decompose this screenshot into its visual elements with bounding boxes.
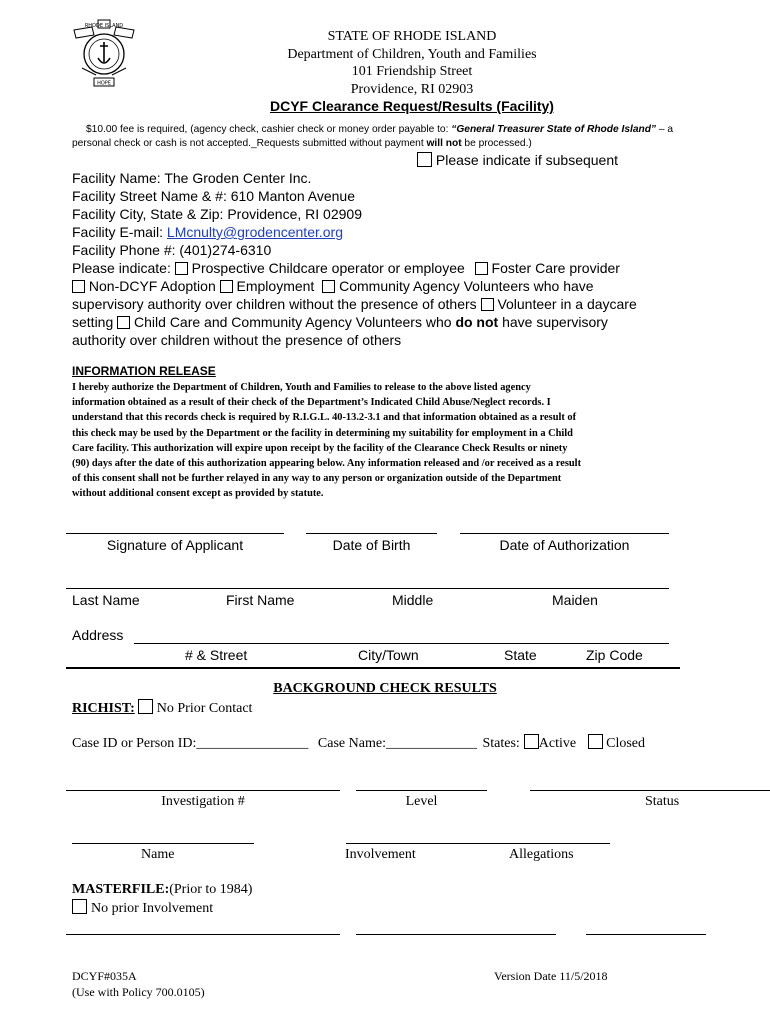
level-label: Level: [405, 794, 438, 809]
department-name: Department of Children, Youth and Families: [287, 46, 537, 62]
dob-label: Date of Birth: [332, 537, 411, 553]
state-name: STATE OF RHODE ISLAND: [327, 29, 497, 44]
payee: “General Treasurer State of Rhode Island”: [451, 124, 657, 135]
results-heading: BACKGROUND CHECK RESULTS: [273, 681, 497, 696]
facility-name: Facility Name: The Groden Center Inc.: [72, 170, 312, 186]
policy-reference: (Use with Policy 700.0105): [72, 985, 205, 999]
status-line[interactable]: [530, 790, 770, 791]
zip-label: Zip Code: [586, 647, 643, 663]
prospective-checkbox[interactable]: [175, 262, 188, 275]
dob-line[interactable]: [306, 533, 437, 534]
form-title: DCYF Clearance Request/Results (Facility): [270, 98, 554, 114]
name-result-label: Name: [141, 847, 175, 862]
foster-checkbox[interactable]: [475, 262, 488, 275]
subsequent-checkbox[interactable]: [417, 152, 432, 167]
masterfile-label: MASTERFILE:: [72, 882, 170, 897]
case-name-field[interactable]: Case Name:_____________: [317, 736, 477, 751]
facility-email-row: Facility E-mail: LMcnulty@grodencenter.org: [72, 224, 343, 240]
childcare-community-checkbox[interactable]: [117, 316, 130, 329]
no-prior-contact-checkbox[interactable]: [138, 699, 153, 714]
richist-row: RICHIST: No Prior Contact: [72, 701, 253, 716]
facility-info: [72, 169, 362, 259]
daycare-volunteer-checkbox[interactable]: [481, 298, 494, 311]
city-label: City/Town: [358, 647, 419, 663]
indicate-section: Please indicate: Prospective Childcare operator or employee Foster Care provider Non-DCYF Adoption Employment Community Agency Volunteers who have supervisory authority over children without the presence of others Volunteer in a daycare setting Child Care and Community Agency Volunteers who do not have supervisory authority over children without the presence of others: [72, 260, 637, 348]
masterfile-section: MASTERFILE:(Prior to 1984) No prior Involvement: [72, 882, 253, 916]
case-row: Case ID or Person ID:________________ Case Name:_____________ States: Active Closed: [72, 736, 646, 751]
level-line[interactable]: [356, 790, 487, 791]
facility-email-link[interactable]: LMcnulty@grodencenter.org: [166, 224, 343, 240]
form-number: DCYF#035A: [72, 969, 137, 983]
richist-label: RICHIST:: [72, 701, 135, 716]
state-label: State: [504, 647, 537, 663]
street-label: # & Street: [185, 647, 248, 663]
section-divider: [66, 667, 680, 669]
date-authorization-line[interactable]: [460, 533, 669, 534]
subsequent-option: [417, 152, 618, 168]
date-authorization-label: Date of Authorization: [499, 537, 630, 553]
facility-city: Facility City, State & Zip: Providence, RI 02909: [72, 206, 362, 222]
facility-street: Facility Street Name & #: 610 Manton Avenue: [72, 188, 356, 204]
middle-label: Middle: [392, 592, 434, 608]
investigation-line[interactable]: [66, 790, 340, 791]
department-street: 101 Friendship Street: [351, 64, 473, 79]
case-id-field[interactable]: Case ID or Person ID:________________: [72, 736, 309, 751]
investigation-label: Investigation #: [161, 794, 245, 809]
letterhead: [200, 28, 624, 98]
department-city: Providence, RI 02903: [350, 81, 474, 97]
version-date: Version Date 11/5/2018: [494, 969, 608, 983]
release-heading: INFORMATION RELEASE: [72, 364, 216, 378]
active-checkbox[interactable]: [524, 734, 539, 749]
name-line[interactable]: [66, 588, 669, 589]
last-name-label: Last Name: [72, 592, 140, 608]
first-name-label: First Name: [226, 592, 295, 608]
involvement-line[interactable]: [346, 843, 610, 844]
signature-label: Signature of Applicant: [106, 537, 244, 553]
subsequent-label: Please indicate if subsequent: [435, 152, 619, 168]
masterfile-line-2[interactable]: [356, 934, 556, 935]
employment-checkbox[interactable]: [220, 280, 233, 293]
state-seal: [68, 18, 140, 90]
footer-left: [72, 968, 205, 1000]
nondcyf-adoption-checkbox[interactable]: [72, 280, 85, 293]
address-line[interactable]: [134, 643, 669, 644]
name-result-line[interactable]: [72, 843, 254, 844]
no-prior-involvement-checkbox[interactable]: [72, 899, 87, 914]
maiden-label: Maiden: [552, 592, 598, 608]
allegations-label: Allegations: [509, 847, 574, 862]
fee-notice: $10.00 fee is required, (agency check, cashier check or money order payable to: “General Treasurer State of Rhode Island” – a personal check or cash is not accepted._Requests submitted without payment will not be processed.): [72, 124, 674, 149]
facility-phone: Facility Phone #: (401)274-6310: [72, 242, 272, 258]
signature-line[interactable]: [66, 533, 284, 534]
svg-text:HOPE: HOPE: [97, 80, 111, 87]
masterfile-line-3[interactable]: [586, 934, 706, 935]
closed-checkbox[interactable]: [588, 734, 603, 749]
svg-text:RHODE ISLAND: RHODE ISLAND: [84, 23, 124, 29]
address-label: Address: [72, 627, 124, 643]
community-volunteer-checkbox[interactable]: [322, 280, 335, 293]
status-label: Status: [645, 794, 680, 809]
release-text: I hereby authorize the Department of Children, Youth and Families to release to the above listed agency information obtained as a result of their check of the Department’s Indicated Child Abuse/Neglect records. I understand that this records check is required by R.I.G.L. 40-13.2-3.1 and that information obtained as a result of this check may be used by the Department or the facility in determining my suitability for employment in a Child Care facility. This authorization will expire upon receipt by the facility of the Clearance Check Results or ninety (90) days after the date of this authorization appearing below. Any information released and /or received as a result of this consent shall not be further relayed in any way to any person or organization outside of the Department without additional consent except as provided by statute.: [72, 382, 582, 500]
involvement-label: Involvement: [345, 847, 416, 862]
masterfile-line-1[interactable]: [66, 934, 340, 935]
